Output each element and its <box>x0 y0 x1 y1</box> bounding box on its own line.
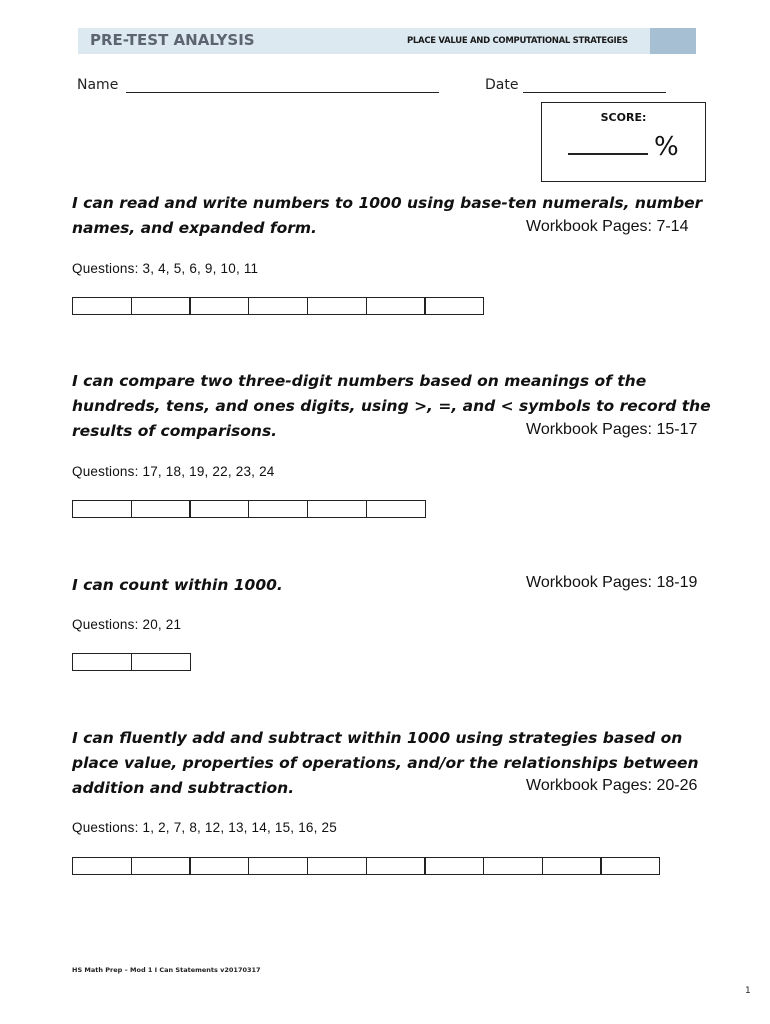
grid-cell[interactable] <box>72 857 132 875</box>
statement-2-line-3: results of comparisons. <box>72 422 278 440</box>
date-label: Date <box>485 77 519 93</box>
header-tab <box>650 28 696 54</box>
grid-cell[interactable] <box>131 653 191 671</box>
questions-4: Questions: 1, 2, 7, 8, 12, 13, 14, 15, 16, 25 <box>72 820 337 835</box>
statement-1-line-1: I can read and write numbers to 1000 using base-ten numerals, number <box>72 194 703 212</box>
score-percent: % <box>654 132 679 162</box>
grid-cell[interactable] <box>248 857 308 875</box>
statement-4-line-1: I can fluently add and subtract within 1000 using strategies based on <box>72 729 683 747</box>
grid-cell[interactable] <box>307 297 367 315</box>
footer-text: HS Math Prep – Mod 1 I Can Statements v20170317 <box>72 966 261 974</box>
statement-4-line-2: place value, properties of operations, and/or the relationships between <box>72 754 699 772</box>
grid-cell[interactable] <box>600 857 660 875</box>
statement-4-line-3: addition and subtraction. <box>72 779 295 797</box>
score-field[interactable] <box>568 153 648 155</box>
answer-grid-4 <box>72 857 659 875</box>
statement-3-line-1: I can count within 1000. <box>72 576 283 594</box>
grid-cell[interactable] <box>189 297 249 315</box>
name-field[interactable] <box>126 92 439 93</box>
statement-2-line-2: hundreds, tens, and ones digits, using >, =, and < symbols to record the <box>72 397 711 415</box>
grid-cell[interactable] <box>542 857 602 875</box>
grid-cell[interactable] <box>366 857 426 875</box>
grid-cell[interactable] <box>307 500 367 518</box>
grid-cell[interactable] <box>72 653 132 671</box>
answer-grid-3 <box>72 653 189 671</box>
page-title: PRE-TEST ANALYSIS <box>90 31 255 49</box>
date-field[interactable] <box>523 92 666 93</box>
grid-cell[interactable] <box>307 857 367 875</box>
questions-2: Questions: 17, 18, 19, 22, 23, 24 <box>72 464 275 479</box>
grid-cell[interactable] <box>483 857 543 875</box>
page-subtitle: PLACE VALUE AND COMPUTATIONAL STRATEGIES <box>407 36 628 46</box>
grid-cell[interactable] <box>424 857 484 875</box>
grid-cell[interactable] <box>424 297 484 315</box>
grid-cell[interactable] <box>189 500 249 518</box>
grid-cell[interactable] <box>131 857 191 875</box>
grid-cell[interactable] <box>248 297 308 315</box>
grid-cell[interactable] <box>131 297 191 315</box>
statement-2-line-1: I can compare two three-digit numbers based on meanings of the <box>72 372 647 390</box>
grid-cell[interactable] <box>72 500 132 518</box>
page-number: 1 <box>745 986 751 996</box>
questions-1: Questions: 3, 4, 5, 6, 9, 10, 11 <box>72 261 259 276</box>
workbook-pages-2: Workbook Pages: 15-17 <box>526 421 698 438</box>
score-box <box>541 102 706 182</box>
name-label: Name <box>77 77 119 93</box>
grid-cell[interactable] <box>189 857 249 875</box>
workbook-pages-1: Workbook Pages: 7-14 <box>526 218 689 235</box>
grid-cell[interactable] <box>366 297 426 315</box>
grid-cell[interactable] <box>248 500 308 518</box>
answer-grid-1 <box>72 297 483 315</box>
workbook-pages-3: Workbook Pages: 18-19 <box>526 574 698 591</box>
grid-cell[interactable] <box>72 297 132 315</box>
statement-1-line-2: names, and expanded form. <box>72 219 317 237</box>
workbook-pages-4: Workbook Pages: 20-26 <box>526 777 698 794</box>
score-label: SCORE: <box>600 111 647 124</box>
answer-grid-2 <box>72 500 424 518</box>
grid-cell[interactable] <box>366 500 426 518</box>
questions-3: Questions: 20, 21 <box>72 617 182 632</box>
grid-cell[interactable] <box>131 500 191 518</box>
